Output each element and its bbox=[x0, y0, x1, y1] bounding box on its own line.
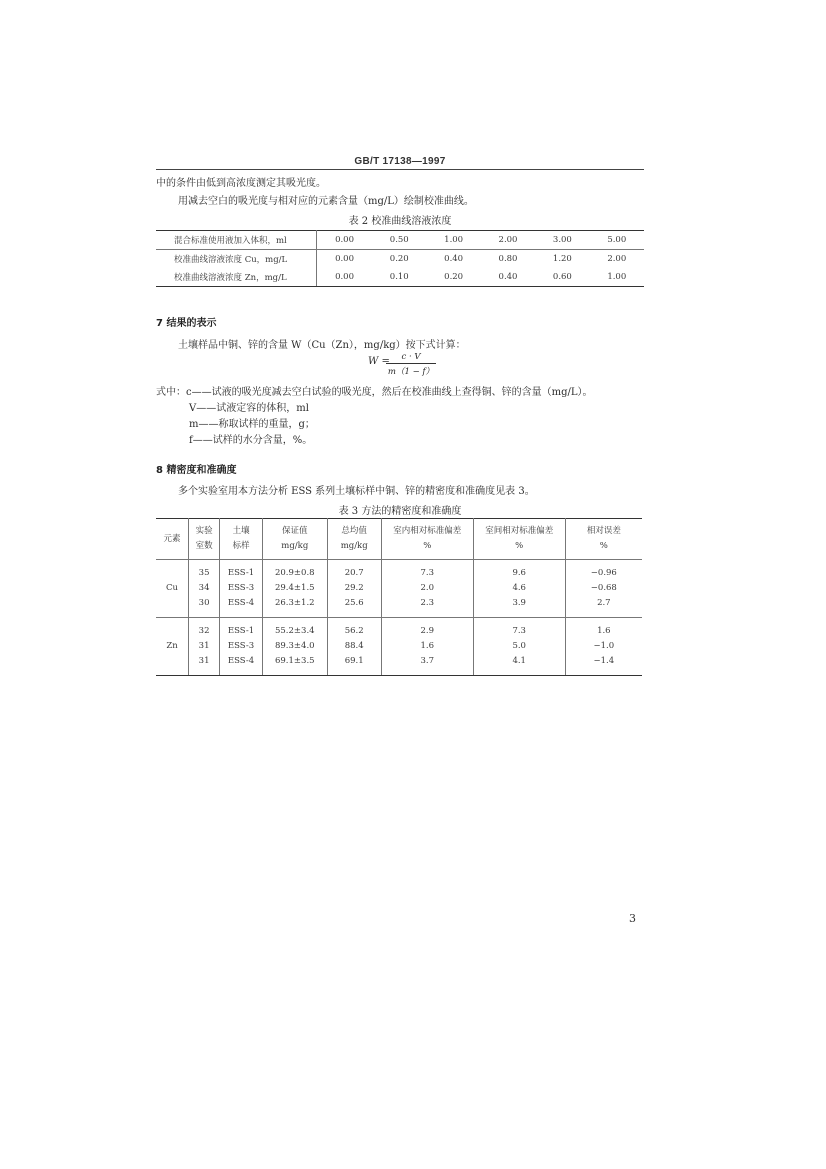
table-row bbox=[156, 566, 642, 581]
column-header bbox=[263, 519, 328, 560]
column-header-title: 室间相对标准偏差 bbox=[485, 526, 554, 536]
cell-between: 5.0 bbox=[473, 639, 565, 654]
cell-within: 1.6 bbox=[381, 639, 473, 654]
cell-certified: 69.1±3.5 bbox=[263, 654, 328, 669]
column-header-unit: 标样 bbox=[232, 541, 250, 551]
cell-certified: 89.3±4.0 bbox=[263, 639, 328, 654]
cell-labs: 35 bbox=[189, 566, 220, 581]
table-row bbox=[156, 639, 642, 654]
element-cell: Zn bbox=[156, 618, 189, 676]
cell-within: 3.7 bbox=[381, 654, 473, 669]
table-cell: 0.00 bbox=[335, 254, 354, 264]
column-header-unit: % bbox=[599, 541, 608, 551]
table-cell: 1.20 bbox=[552, 254, 572, 264]
cell-between: 4.1 bbox=[473, 654, 565, 669]
table-cell: 0.80 bbox=[498, 254, 518, 264]
formula-denominator: m（1 − f） bbox=[387, 367, 435, 377]
cell-error: 2.7 bbox=[597, 598, 611, 608]
definition-v: V——试液定容的体积，ml bbox=[189, 403, 309, 414]
column-header-unit: mg/kg bbox=[281, 541, 309, 551]
cell-error: 1.6 bbox=[597, 626, 611, 636]
table-cell: 0.60 bbox=[535, 268, 589, 287]
row-label: 混合标准使用液加入体积，ml bbox=[156, 231, 317, 250]
formula-numerator: c · V bbox=[386, 352, 436, 364]
cell-mean: 69.1 bbox=[327, 654, 381, 669]
cell-mean: 25.6 bbox=[327, 596, 381, 611]
cell-labs: 30 bbox=[189, 596, 220, 611]
definition-c: 式中：c——试液的吸光度减去空白试验的吸光度，然后在校准曲线上查得铜、锌的含量（mg/L）。 bbox=[156, 387, 593, 398]
cell-sample: ESS-3 bbox=[220, 581, 263, 596]
formula-lhs: W = bbox=[368, 356, 390, 367]
cell-labs: 31 bbox=[189, 654, 220, 669]
column-header-unit: % bbox=[423, 541, 432, 551]
table-cell: 0.20 bbox=[389, 254, 409, 264]
column-header bbox=[381, 519, 473, 560]
table-cell: 2.00 bbox=[607, 254, 627, 264]
table-cell: 1.00 bbox=[426, 231, 480, 250]
table-cell: 0.40 bbox=[481, 268, 535, 287]
column-header-title: 室内相对标准偏差 bbox=[393, 526, 462, 536]
cell-between: 3.9 bbox=[473, 596, 565, 611]
cell-sample: ESS-4 bbox=[220, 654, 263, 669]
column-header-title: 总均值 bbox=[341, 526, 367, 536]
table-cell: 1.00 bbox=[590, 268, 644, 287]
table-cell: 5.00 bbox=[590, 231, 644, 250]
calibration-table bbox=[156, 230, 644, 287]
column-header-title: 相对误差 bbox=[586, 526, 621, 536]
cell-between: 9.6 bbox=[473, 566, 565, 581]
table-cell: 0.10 bbox=[372, 268, 426, 287]
page-number: 3 bbox=[629, 912, 636, 925]
intro-line-2: 用减去空白的吸光度与相对应的元素含量（mg/L）绘制校准曲线。 bbox=[178, 196, 474, 207]
calibration-row bbox=[156, 268, 644, 287]
table3-caption: 表 3 方法的精密度和准确度 bbox=[338, 506, 462, 517]
section7-heading: 7 结果的表示 bbox=[156, 318, 217, 329]
definition-f: f——试样的水分含量，%。 bbox=[189, 435, 313, 446]
cell-mean: 29.2 bbox=[327, 581, 381, 596]
table-cell: 0.50 bbox=[372, 231, 426, 250]
column-header-title: 元素 bbox=[163, 533, 181, 544]
table-cell: 0.40 bbox=[444, 254, 464, 264]
precision-table bbox=[156, 518, 642, 676]
cell-certified: 29.4±1.5 bbox=[263, 581, 328, 596]
cell-error: −1.4 bbox=[593, 656, 615, 666]
column-header bbox=[565, 519, 642, 560]
cell-error: −0.96 bbox=[590, 568, 617, 578]
column-header-unit: 室数 bbox=[195, 541, 213, 551]
table-row bbox=[156, 596, 642, 611]
row-label: 校准曲线溶液浓度 Cu，mg/L bbox=[156, 250, 317, 269]
column-header bbox=[156, 519, 189, 560]
table-cell: 3.00 bbox=[535, 231, 589, 250]
cell-between: 4.6 bbox=[473, 581, 565, 596]
calibration-row bbox=[156, 250, 644, 269]
table-row bbox=[156, 581, 642, 596]
cell-within: 2.9 bbox=[381, 624, 473, 639]
definition-m: m——称取试样的重量，g； bbox=[189, 419, 315, 430]
table-cell: 0.00 bbox=[317, 231, 373, 250]
row-label: 校准曲线溶液浓度 Zn，mg/L bbox=[156, 268, 317, 287]
cell-mean: 56.2 bbox=[327, 624, 381, 639]
column-header-title: 实验 bbox=[195, 526, 213, 536]
element-cell: Cu bbox=[156, 560, 189, 618]
formula-fraction bbox=[386, 352, 436, 377]
table-row bbox=[156, 654, 642, 669]
cell-certified: 55.2±3.4 bbox=[263, 624, 328, 639]
cell-sample: ESS-4 bbox=[220, 596, 263, 611]
cell-labs: 32 bbox=[189, 624, 220, 639]
standard-number: GB/T 17138—1997 bbox=[354, 156, 446, 167]
table-row bbox=[156, 624, 642, 639]
table-cell: 0.00 bbox=[317, 268, 373, 287]
cell-between: 7.3 bbox=[473, 624, 565, 639]
column-header bbox=[327, 519, 381, 560]
column-header-unit: % bbox=[515, 541, 524, 551]
cell-within: 7.3 bbox=[381, 566, 473, 581]
intro-line-1: 中的条件由低到高浓度测定其吸光度。 bbox=[156, 178, 326, 189]
cell-error: −0.68 bbox=[590, 583, 617, 593]
column-header bbox=[189, 519, 220, 560]
cell-sample: ESS-1 bbox=[220, 566, 263, 581]
cell-within: 2.0 bbox=[381, 581, 473, 596]
cell-labs: 31 bbox=[189, 639, 220, 654]
cell-sample: ESS-1 bbox=[220, 624, 263, 639]
section8-heading: 8 精密度和准确度 bbox=[156, 465, 237, 476]
cell-sample: ESS-3 bbox=[220, 639, 263, 654]
header-rule bbox=[156, 169, 644, 170]
cell-mean: 88.4 bbox=[327, 639, 381, 654]
calibration-row bbox=[156, 231, 644, 250]
section7-intro: 土壤样品中铜、锌的含量 W（Cu（Zn），mg/kg）按下式计算： bbox=[178, 340, 466, 351]
column-header-title: 保证值 bbox=[282, 526, 308, 536]
cell-labs: 34 bbox=[189, 581, 220, 596]
cell-within: 2.3 bbox=[381, 596, 473, 611]
column-header bbox=[473, 519, 565, 560]
column-header bbox=[220, 519, 263, 560]
table-cell: 2.00 bbox=[481, 231, 535, 250]
column-header-title: 土壤 bbox=[232, 526, 250, 536]
cell-certified: 26.3±1.2 bbox=[263, 596, 328, 611]
table2-caption: 表 2 校准曲线溶液浓度 bbox=[348, 216, 452, 227]
cell-certified: 20.9±0.8 bbox=[263, 566, 328, 581]
cell-error: −1.0 bbox=[593, 641, 615, 651]
column-header-unit: mg/kg bbox=[340, 541, 368, 551]
table-cell: 0.20 bbox=[426, 268, 480, 287]
section8-intro: 多个实验室用本方法分析 ESS 系列土壤标样中铜、锌的精密度和准确度见表 3。 bbox=[178, 486, 535, 497]
cell-mean: 20.7 bbox=[327, 566, 381, 581]
